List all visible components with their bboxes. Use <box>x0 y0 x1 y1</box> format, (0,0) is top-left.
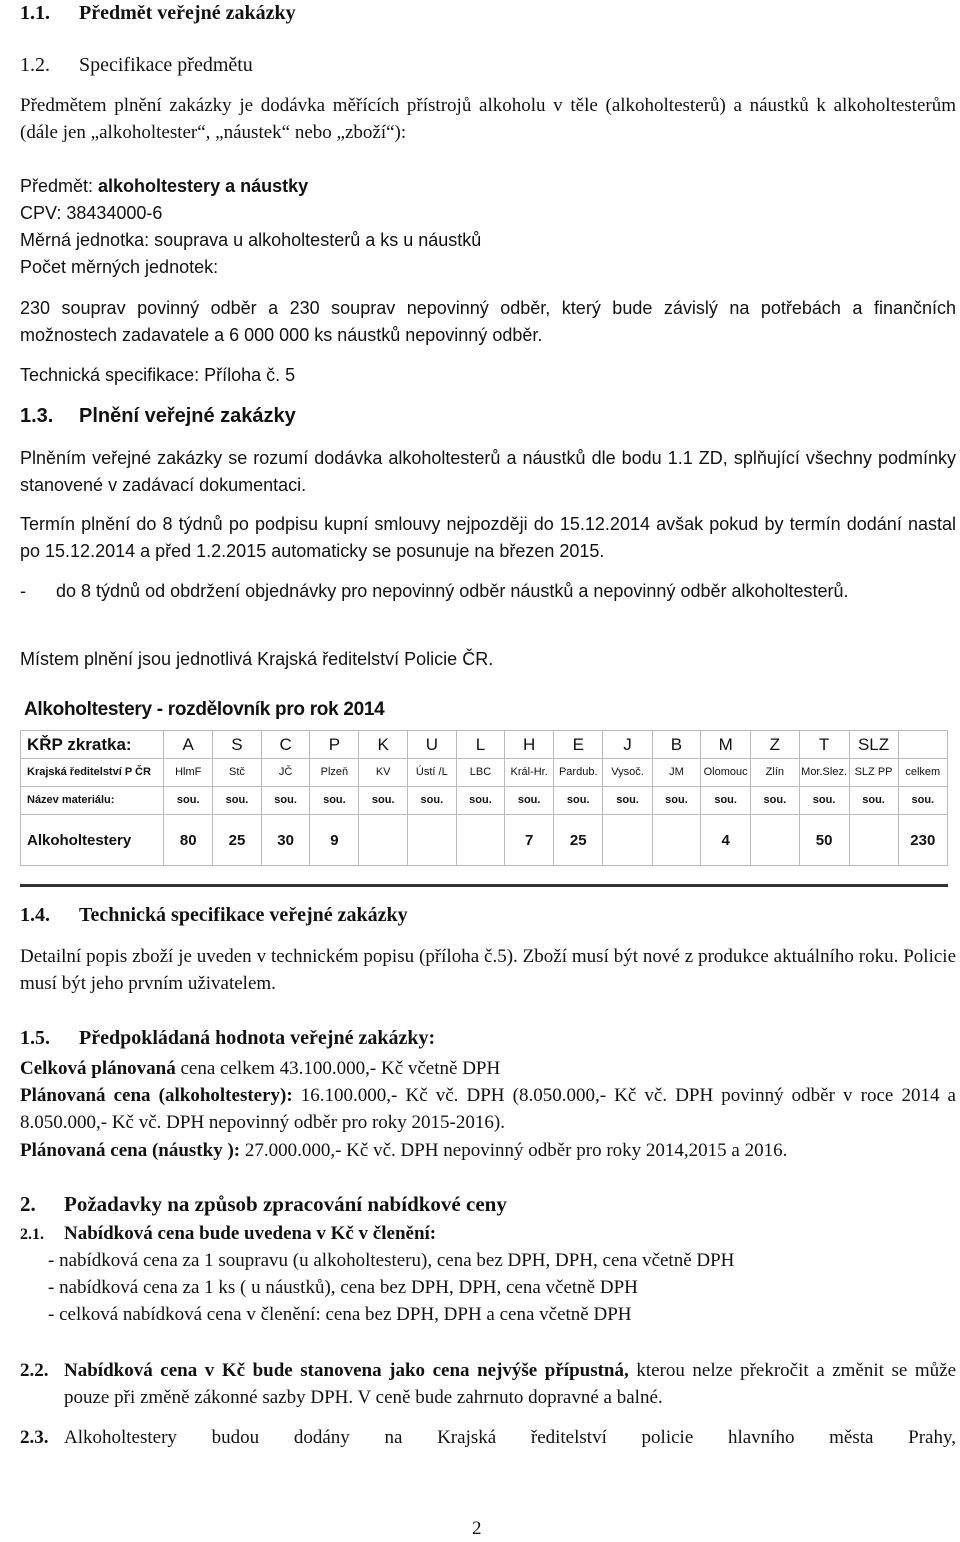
table-row <box>21 759 948 787</box>
row-label: KŘP zkratka: <box>21 731 164 759</box>
table-cell: U <box>408 731 457 759</box>
purchase-paragraph: 230 souprav povinný odběr a 230 souprav nepovinný odběr, který bude závislý na potřebách a finančních možnostech zadavatele a 6 000 000 ks náustků nepovinný odběr. <box>20 298 956 345</box>
table-cell: JČ <box>261 759 310 787</box>
table-cell: 80 <box>164 815 213 866</box>
subject-value: alkoholtestery a náustky <box>98 176 309 196</box>
table-cell: J <box>603 731 652 759</box>
table-cell: sou. <box>456 787 505 815</box>
price-mouthpieces-line <box>20 1137 956 1164</box>
section-title: Nabídková cena bude uvedena v Kč v členění: <box>64 1223 437 1244</box>
table-cell <box>603 815 652 866</box>
table-cell: Mor.Slez. <box>799 759 849 787</box>
table-cell: 230 <box>898 815 947 866</box>
count-line: Počet měrných jednotek: <box>20 257 219 277</box>
table-cell: 25 <box>554 815 603 866</box>
fulfilment-paragraph: Plněním veřejné zakázky se rozumí dodávka alkoholtesterů a náustků dle bodu 1.1 ZD, splňující všechny podmínky stanovené v zadávací dokumentaci. <box>20 448 956 495</box>
section-title: Předmět veřejné zakázky <box>79 2 296 24</box>
max-price-rest: kterou nelze překročit a změnit se může pouze při změně zákonné sazby DPH. V ceně bude zahrnuto dopravné a balné. <box>64 1360 956 1408</box>
table-cell: M <box>701 731 751 759</box>
price-mouthpieces-label: Plánovaná cena (náustky ): <box>20 1140 241 1161</box>
table-cell: sou. <box>751 787 800 815</box>
tech-spec-line: Technická specifikace: Příloha č. 5 <box>20 365 296 385</box>
row-label: Alkoholtestery <box>21 815 164 866</box>
table-cell: Zlín <box>751 759 800 787</box>
row-label: Název materiálu: <box>21 787 164 815</box>
table-cell <box>652 815 701 866</box>
unit-line: Měrná jednotka: souprava u alkoholtesterů a ks u náustků <box>20 230 482 250</box>
table-cell <box>456 815 505 866</box>
section-1-3-heading <box>20 403 296 430</box>
section-title: Předpokládaná hodnota veřejné zakázky: <box>79 1027 436 1049</box>
table-cell: sou. <box>898 787 947 815</box>
place-paragraph: Místem plnění jsou jednotlivá Krajská ředitelství Policie ČR. <box>20 649 494 669</box>
intro-paragraph: Předmětem plnění zakázky je dodávka měřících přístrojů alkoholu v těle (alkoholtesterů) a náustků k alkoholtesterům (dále jen „alkoholtester“, „náustek“ nebo „zboží“): <box>20 95 956 143</box>
table-cell: sou. <box>310 787 359 815</box>
list-item: - celková nabídková cena v členění: cena bez DPH, DPH a cena včetně DPH <box>48 1304 632 1325</box>
table-cell: Vysoč. <box>603 759 652 787</box>
total-price-line <box>20 1055 956 1082</box>
page-number: 2 <box>472 1518 482 1539</box>
section-2-3-text: Alkoholtestery budou dodány na Krajská ředitelství policie hlavního města Prahy, <box>64 1427 956 1448</box>
section-number: 1.1. <box>20 2 50 24</box>
table-cell: 9 <box>310 815 359 866</box>
table-cell <box>898 731 947 759</box>
table-cell: H <box>505 731 554 759</box>
section-number: 2.2. <box>20 1360 49 1381</box>
table-cell: 50 <box>799 815 849 866</box>
table-cell: K <box>359 731 408 759</box>
table-row <box>21 731 948 759</box>
row-label: Krajská ředitelství P ČR <box>21 759 164 787</box>
list-item: - nabídková cena za 1 ks ( u náustků), cena bez DPH, DPH, cena včetně DPH <box>48 1277 638 1298</box>
table-cell: SLZ <box>849 731 898 759</box>
table-cell <box>849 815 898 866</box>
section-number: 2.3. <box>20 1427 49 1448</box>
section-number: 2.1. <box>20 1226 44 1243</box>
table-cell: Ústí /L <box>408 759 457 787</box>
table-cell: sou. <box>164 787 213 815</box>
table-cell: Stč <box>213 759 262 787</box>
table-cell: 7 <box>505 815 554 866</box>
table-cell: sou. <box>603 787 652 815</box>
section-2-heading <box>20 1191 507 1218</box>
subject-block <box>20 173 956 281</box>
table-cell: L <box>456 731 505 759</box>
price-alcotesters-value: 16.100.000,- Kč vč. DPH (8.050.000,- Kč vč. DPH povinný odběr v roce 2014 a 8.050.000,- Kč vč. DPH nepovinný odběr pro roky 2015-2016). <box>20 1085 956 1133</box>
section-number: 2. <box>20 1192 36 1216</box>
table-cell: P <box>310 731 359 759</box>
table-cell: Plzeň <box>310 759 359 787</box>
section-title: Plnění veřejné zakázky <box>79 405 296 427</box>
price-mouthpieces-value: 27.000.000,- Kč vč. DPH nepovinný odběr pro roky 2014,2015 a 2016. <box>240 1140 788 1161</box>
table-cell: C <box>261 731 310 759</box>
table-cell: KV <box>359 759 408 787</box>
table-bottom-rule <box>20 884 948 887</box>
section-title: Specifikace předmětu <box>79 54 253 76</box>
table-cell: T <box>799 731 849 759</box>
subject-line <box>20 173 956 200</box>
table-cell: JM <box>652 759 701 787</box>
section-2-3 <box>20 1424 956 1451</box>
section-1-5-heading <box>20 1025 435 1052</box>
table-cell: E <box>554 731 603 759</box>
table-cell: sou. <box>652 787 701 815</box>
section-1-2-heading <box>20 52 253 79</box>
section-number: 1.4. <box>20 904 50 926</box>
total-price-label: Celková plánovaná <box>20 1058 176 1079</box>
table-title: Alkoholtestery - rozdělovník pro rok 2014 <box>24 699 385 720</box>
table-cell: sou. <box>213 787 262 815</box>
table-row <box>21 815 948 866</box>
max-price-statement: Nabídková cena v Kč bude stanovena jako cena nejvýše přípustná, <box>64 1360 629 1381</box>
cpv-line: CPV: 38434000-6 <box>20 203 163 223</box>
table-cell: Z <box>751 731 800 759</box>
section-title: Požadavky na způsob zpracování nabídkové ceny <box>64 1192 507 1216</box>
price-alcotesters-label: Plánovaná cena (alkoholtestery): <box>20 1085 293 1106</box>
deadline-dash-item <box>20 578 956 605</box>
section-title: Technická specifikace veřejné zakázky <box>79 904 408 926</box>
table-cell: A <box>164 731 213 759</box>
section-2-2-text <box>64 1357 956 1411</box>
table-cell: sou. <box>554 787 603 815</box>
table-cell: B <box>652 731 701 759</box>
table-cell: sou. <box>359 787 408 815</box>
table-cell: celkem <box>898 759 947 787</box>
list-item: - nabídková cena za 1 soupravu (u alkoholtesteru), cena bez DPH, DPH, cena včetně DPH <box>48 1250 735 1271</box>
table-cell: HlmF <box>164 759 213 787</box>
table-cell: sou. <box>261 787 310 815</box>
table-cell: 4 <box>701 815 751 866</box>
total-price-value: cena celkem 43.100.000,- Kč včetně DPH <box>175 1058 501 1079</box>
table-cell <box>359 815 408 866</box>
table-cell: LBC <box>456 759 505 787</box>
dash-text: do 8 týdnů od obdržení objednávky pro nepovinný odběr náustků a nepovinný odběr alkoholtesterů. <box>56 581 849 601</box>
table-cell: sou. <box>505 787 554 815</box>
section-number: 1.2. <box>20 54 50 76</box>
tech-description-paragraph: Detailní popis zboží je uveden v technickém popisu (příloha č.5). Zboží musí být nové z produkce aktuálního roku. Policie musí být jeho prvním uživatelem. <box>20 946 956 994</box>
table-cell <box>751 815 800 866</box>
section-number: 1.5. <box>20 1027 50 1049</box>
table-cell: Král-Hr. <box>505 759 554 787</box>
section-number: 1.3. <box>20 405 54 427</box>
table-cell: 30 <box>261 815 310 866</box>
table-cell: sou. <box>701 787 751 815</box>
table-cell: sou. <box>849 787 898 815</box>
distribution-table <box>20 730 948 866</box>
section-1-1-heading <box>20 0 296 27</box>
subject-label: Předmět: <box>20 176 99 196</box>
table-cell: sou. <box>408 787 457 815</box>
table-cell: S <box>213 731 262 759</box>
table-cell: 25 <box>213 815 262 866</box>
section-2-2 <box>20 1357 956 1411</box>
price-alcotesters-line <box>20 1082 956 1136</box>
section-2-1-heading <box>20 1220 436 1248</box>
table-cell: sou. <box>799 787 849 815</box>
section-1-4-heading <box>20 902 408 929</box>
table-cell: Pardub. <box>554 759 603 787</box>
distribution-table-image <box>20 690 948 886</box>
table-row <box>21 787 948 815</box>
dash-marker: - <box>20 581 26 601</box>
table-cell: SLZ PP <box>849 759 898 787</box>
price-breakdown-list <box>48 1247 948 1328</box>
table-cell <box>408 815 457 866</box>
table-cell: Olomouc <box>701 759 751 787</box>
deadline-paragraph: Termín plnění do 8 týdnů po podpisu kupní smlouvy nejpozději do 15.12.2014 avšak pokud by termín dodání nastal po 15.12.2014 a před 1.2.2015 automaticky se posunuje na březen 2015. <box>20 514 956 561</box>
